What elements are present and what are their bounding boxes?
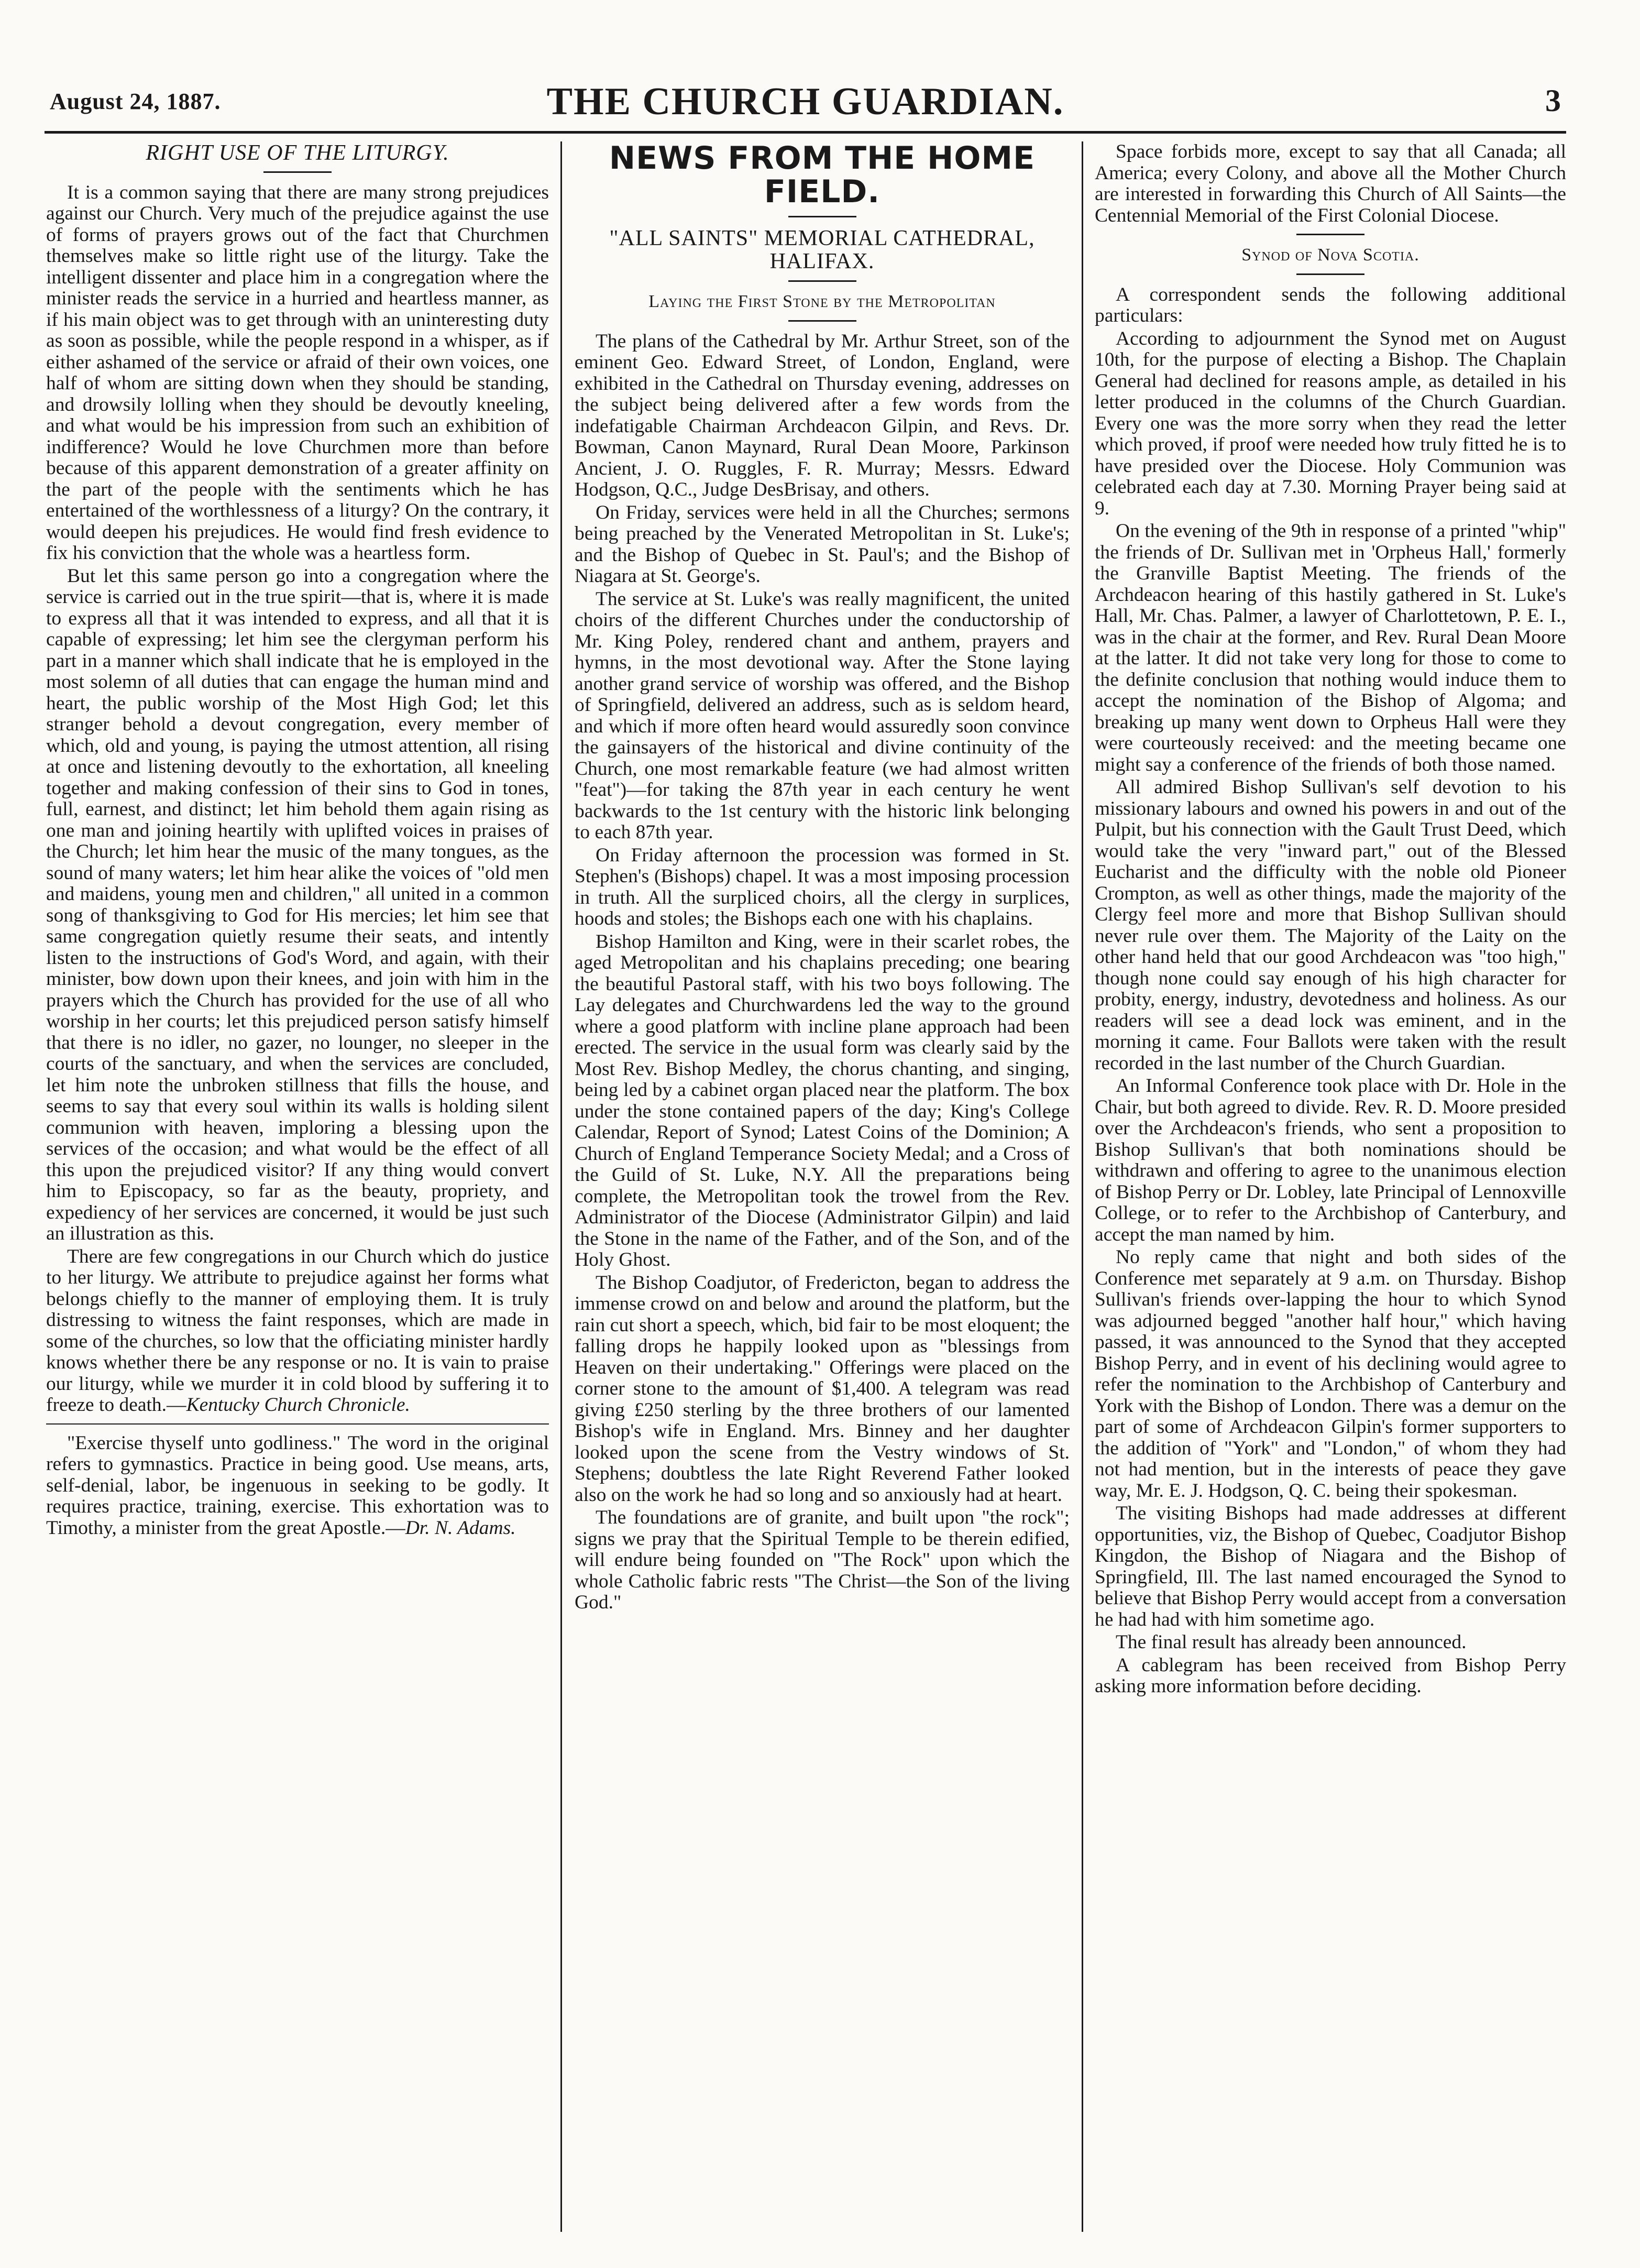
article-paragraph: It is a common saying that there are many strong prejudices against our Church. Very much of the prejudice against the use of forms of prayers grows out of the fact that Churchmen themselves make so little right use of the liturgy. Take the intelligent dissenter and place him in a congregation where the minister reads the service in a hurried and heartless manner, as if his main object was to get through with an uninteresting duty as soon as possible, while the people respond in a whisper, as if either ashamed of the service or afraid of their own voices, one half of whom are sitting down when they should be standing, and drowsily lolling when they should be devoutly kneeling, and what would be his impression from such an exhibition of indifference? Would he love Churchmen more than before because of this apparent demonstration of a greater affinity on the part of the people with the sentiments which he has entertained of the worthlessness of a liturgy? On the contrary, it would deepen his prejudices. He would find fresh evidence to fix his conviction that the whole was a heartless form. <box>46 181 549 564</box>
article-paragraph: An Informal Conference took place with Dr. Hole in the Chair, but both agreed to divide. Rev. R. D. Moore presided over the Archdeacon's friends, who sent a proposition to Bishop Sullivan's that both nominations should be withdrawn and offering to agree to the unanimous election of Bishop Perry or Dr. Lobley, late Principal of Lennoxville College, or to refer to the Archbishop of Canterbury, and accept the man named by him. <box>1095 1075 1566 1245</box>
article-paragraph: The visiting Bishops had made addresses at different opportunities, viz, the Bishop of Quebec, Coadjutor Bishop Kingdon, the Bishop of Niagara and the Bishop of Springfield, Ill. The last named encouraged the Synod to believe that Bishop Perry would accept from a conversation he had had with him sometime ago. <box>1095 1503 1566 1630</box>
page-number: 3 <box>1545 83 1561 118</box>
divider <box>46 1423 549 1425</box>
column-divider <box>1082 141 1083 2232</box>
article-paragraph: The service at St. Luke's was really magnificent, the united choirs of the different Churches under the conductorship of Mr. King Poley, rendered chant and anthem, prayers and hymns, in the most devotional way. After the Stone laying another grand service of worship was offered, and the Bishop of Springfield, delivered an address, such as is seldom heard, and which if more often heard would assuredly soon convince the gainsayers of the historical and divine continuity of the Church, one most remarkable feature (we had almost written "feat")—for taking the 87th year in each century he went backwards to the 1st century with the historic link belonging to each 87th year. <box>575 588 1070 843</box>
article-paragraph: The Bishop Coadjutor, of Fredericton, began to address the immense crowd on and below and around the platform, but the rain cut short a speech, which, bid fair to be most eloquent; the falling drops he happily looked upon as "blessings from Heaven on their undertaking." Offerings were placed on the corner stone to the amount of $1,400. A telegram was read giving £250 sterling by the three brothers of our lamented Bishop's wife in England. Mrs. Binney and her daughter looked upon the scene from the Vestry windows of St. Stephens; doubtless the late Right Reverend Father looked also on the work he had so long and so anxiously had at heart. <box>575 1272 1070 1506</box>
article-heading: RIGHT USE OF THE LITURGY. <box>146 141 449 165</box>
article-paragraph: According to adjournment the Synod met on August 10th, for the purpose of electing a Bishop. The Chaplain General had declined for reasons ample, as detailed in his letter produced in the columns of the Church Guardian. Every one was the more sorry when they read the letter which proved, if proof were needed how truly fitted he is to have presided over the Diocese. Holy Communion was celebrated each day at 7.30. Morning Prayer being said at 9. <box>1095 327 1566 519</box>
section-heading: Laying the First Stone by the Metropolitan <box>648 292 996 311</box>
article-paragraph: The foundations are of granite, and built upon "the rock"; signs we pray that the Spiritual Temple to be therein edified, will endure being founded on "The Rock" upon which the whole Catholic fabric rests "The Christ—the Son of the living God." <box>575 1507 1070 1613</box>
article-paragraph: A correspondent sends the following additional particulars: <box>1095 283 1566 326</box>
divider <box>788 216 856 217</box>
article-paragraph <box>46 1433 549 1539</box>
article-column-liturgy <box>46 141 549 2237</box>
article-paragraph: No reply came that night and both sides of the Conference met separately at 9 a.m. on Thursday. Bishop Sullivan's friends over-lapping the hour to which Synod was adjourned begged "another half hour," which having passed, it was announced to the Synod that they accepted Bishop Perry, and in event of his declining would agree to refer the nomination to the Archbishop of Canterbury and York with the Bishop of London. There was a demur on the part of some of Archdeacon Gilpin's former supporters to the addition of "York" and "London," of whom they had not had mention, but in the interests of peace they gave way, Mr. E. J. Hodgson, Q. C. being their spokesman. <box>1095 1246 1566 1502</box>
article-paragraph: The plans of the Cathedral by Mr. Arthur Street, son of the eminent Geo. Edward Street, of London, England, were exhibited in the Cathedral on Thursday evening, addresses on the subject being delivered after a few words from the indefatigable Chairman Archdeacon Gilpin, and Revs. Dr. Bowman, Canon Maynard, Rural Dean Moore, Parkinson Ancient, J. O. Ruggles, F. R. Murray; Messrs. Edward Hodgson, Q.C., Judge DesBrisay, and others. <box>575 330 1070 500</box>
divider <box>263 171 332 173</box>
source-attribution: Kentucky Church Chronicle. <box>186 1394 410 1416</box>
article-paragraph: Space forbids more, except to say that all Canada; all America; every Colony, and above all the Mother Church are interested in forwarding this Church of All Saints—the Centennial Memorial of the First Colonial Diocese. <box>1095 141 1566 226</box>
article-paragraph: The final result has already been announced. <box>1116 1631 1467 1653</box>
article-paragraph: But let this same person go into a congregation where the service is carried out in the true spirit—that is, where it is made to express all that it was intended to express, and all that it is capable of expressing; let him see the clergyman perform his part in a manner which shall indicate that he is employed in the most solemn of all duties that can engage the human mind and heart, the public worship of the Most High God; let this stranger behold a devout congregation, every member of which, old and young, is paying the utmost attention, all rising at once and listening devoutly to the exhortation, all kneeling together and making confession of their sins to God in tones, full, earnest, and distinct; let him behold them again rising as one man and joining heartily with uplifted voices in praises of the Church; let him hear the music of the many tongues, as the sound of many waters; let him hear alike the voices of "old men and maidens, young men and children," all united in a common song of thanksgiving to God for His mercies; let him see that same congregation quietly resume their seats, and intently listen to the instructions of God's Word, and again, with their minister, bow down upon their knees, and join with him in the prayers which the Church has provided for the use of all who worship in her courts; let this prejudiced person satisfy himself that there is no idler, no gazer, no lounger, no sleeper in the courts of the sanctuary, and when the services are concluded, let him note the unbroken stillness that fills the house, and seems to say that every soul within its walls is holding silent communion with heaven, imploring a blessing upon the services of the occasion; and what would be the effect of all this upon the prejudiced visitor? If any thing would convert him to Episcopacy, so far as the beauty, propriety, and expediency of her services are concerned, it would be just such an illustration as this. <box>46 565 549 1244</box>
source-attribution: Dr. N. Adams. <box>405 1517 516 1539</box>
section-banner: NEWS FROM THE HOME FIELD. <box>609 141 1036 210</box>
article-column-home-field <box>575 141 1070 2237</box>
article-paragraph: Bishop Hamilton and King, were in their scarlet robes, the aged Metropolitan and his chaplains preceding; one bearing the beautiful Pastoral staff, with his two boys following. The Lay delegates and Churchwardens led the way to the ground where a good platform with incline plane approach had been erected. The service in the usual form was clearly said by the Most Rev. Bishop Medley, the chorus chanting, and singing, being led by a cabinet organ placed near the platform. The box under the stone contained papers of the day; King's College Calendar, Report of Synod; Latest Coins of the Dominion; A Church of England Temperance Society Medal; and a Cross of the Guild of St. Luke, N.Y. All the preparations being complete, the Metropolitan took the trowel from the Rev. Administrator of the Diocese (Administrator Gilpin) and laid the Stone in the name of the Father, and of the Son, and of the Holy Ghost. <box>575 930 1070 1270</box>
issue-date: August 24, 1887. <box>50 89 221 114</box>
divider <box>1296 273 1364 275</box>
article-column-synod <box>1095 141 1566 2237</box>
article-paragraph: On Friday, services were held in all the Churches; sermons being preached by the Venerated Metropolitan in St. Luke's; and the Bishop of Quebec in St. Paul's; and the Bishop of Niagara at St. George's. <box>575 501 1070 587</box>
paragraph-text: There are few congregations in our Church which do justice to her liturgy. We attribute to prejudice against her forms what belongs chiefly to the manner of employing them. It is truly distressing to witness the faint responses, which are made in some of the churches, so low that the officiating minister hardly knows whether there be any response or no. It is vain to praise our liturgy, while we murder it in cold blood by suffering it to freeze to death.— <box>46 1245 549 1416</box>
column-divider <box>560 141 562 2232</box>
article-paragraph <box>46 1246 549 1416</box>
article-paragraph: All admired Bishop Sullivan's self devotion to his missionary labours and owned his powers in and out of the Pulpit, but his connection with the Gault Trust Deed, which would take the very "inward part," out of the Blessed Eucharist and the difficulty with the noble old Pioneer Crompton, as well as other things, made the majority of the Clergy feel more and more that Bishop Sullivan should never rule over them. The Majority of the Laity on the other hand held that our good Archdeacon was "too high," though none could say enough of his high character for probity, energy, industry, devotedness and holiness. As our readers will see a dead lock was eminent, and in the morning it came. Four Ballots were taken with the result recorded in the last number of the Church Guardian. <box>1095 776 1566 1074</box>
divider <box>788 320 856 322</box>
article-paragraph: On the evening of the 9th in response of a printed "whip" the friends of Dr. Sullivan met in 'Orpheus Hall,' formerly the Granville Baptist Meeting. The friends of the Archdeacon hearing of this hastily gathered in St. Luke's Hall, Mr. Chas. Palmer, a lawyer of Charlottetown, P. E. I., was in the chair at the former, and Rev. Rural Dean Moore at the latter. It did not take very long for those to come to the definite conclusion that nothing would induce them to accept the nomination of the Bishop of Algoma; and breaking up many went down to Orpheus Hall were they were courteously received: and the meeting became one might say a conference of the friends of both those named. <box>1095 520 1566 775</box>
divider <box>788 280 856 282</box>
masthead <box>45 79 1566 134</box>
section-heading: Synod of Nova Scotia. <box>1241 245 1419 265</box>
newspaper-title: THE CHURCH GUARDIAN. <box>546 80 1064 123</box>
article-paragraph: On Friday afternoon the procession was formed in St. Stephen's (Bishops) chapel. It was a most imposing procession in truth. All the surpliced choirs, all the clergy in surplices, hoods and stoles; the Bishops each one with his chaplains. <box>575 844 1070 929</box>
divider <box>1296 234 1364 235</box>
paragraph-text: "Exercise thyself unto godliness." The word in the original refers to gymnastics. Practice in being good. Use means, arts, self-denial, labor, be ingenuous in seeking to be godly. It requires practice, training, exercise. This exhortation was to Timothy, a minister from the great Apostle.— <box>46 1432 549 1539</box>
article-subheading: "ALL SAINTS" MEMORIAL CATHEDRAL, HALIFAX. <box>609 226 1035 273</box>
article-paragraph: A cablegram has been received from Bishop Perry asking more information before deciding. <box>1095 1654 1566 1697</box>
